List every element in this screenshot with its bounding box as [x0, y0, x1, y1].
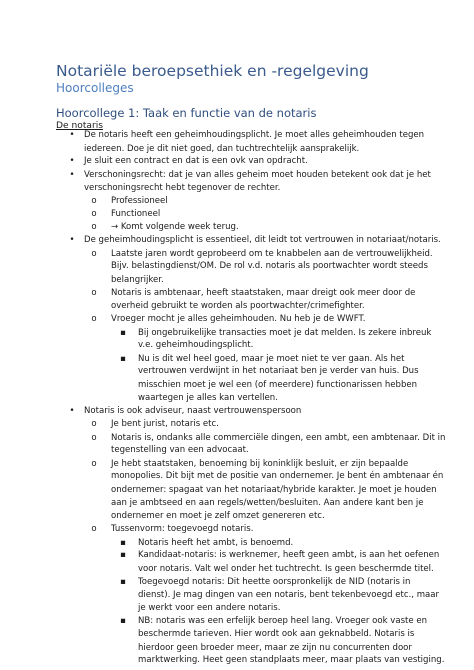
- body-line: monopolies. Dit bijt met de positie van ondernemer. Je bent én ambtenaar én: [111, 471, 444, 482]
- body-line: Functioneel: [111, 208, 161, 219]
- bullet-marker: o: [91, 196, 97, 207]
- body-line: Notaris is, ondanks alle commerciële dingen, een ambt, een ambtenaar. Dit in: [111, 432, 446, 443]
- bullet-marker: ▪: [120, 576, 126, 587]
- body-line: Notaris heeft het ambt, is benoemd.: [138, 537, 294, 548]
- bullet-marker: o: [91, 313, 97, 324]
- body-line: NB: notaris was een erfelijk beroep heel lang. Vroeger ook vaste en: [138, 616, 428, 627]
- bullet-marker: o: [91, 524, 97, 535]
- bullet-marker: o: [91, 248, 97, 259]
- body-line: misschien moet je wel een (of meerdere) functionarissen hebben: [138, 380, 418, 391]
- body-line: Notaris is ambtenaar, heeft staatstaken, maar dreigt ook meer door de: [111, 287, 416, 298]
- bullet-marker: o: [91, 418, 97, 429]
- body-line: hierdoor geen broeder meer, maar ze zijn nu concurrenten door: [138, 642, 412, 653]
- body-line: v.e. geheimhoudingsplicht.: [138, 340, 254, 351]
- bullet-marker: •: [69, 130, 75, 140]
- body-line: Laatste jaren wordt geprobeerd om te knabbelen aan de vertrouwelijkheid.: [111, 248, 433, 259]
- bullet-marker: ▪: [120, 537, 126, 548]
- body-line: Toegevoegd notaris: Dit heette oorspronkelijk de NID (notaris in: [138, 576, 411, 587]
- bullet-marker: •: [69, 406, 75, 417]
- bullet-marker: ▪: [120, 353, 126, 364]
- body-line: Je sluit een contract en dat is een ovk van opdracht.: [84, 156, 308, 167]
- body-line: → Komt volgende week terug.: [111, 222, 239, 233]
- body-line: overheid gebruikt te worden als poortwachter/crimefighter.: [111, 301, 365, 312]
- body-line: voor notaris. Valt wel onder het tuchtrecht. Is geen beschermde titel.: [138, 563, 434, 574]
- bullet-marker: o: [91, 432, 97, 443]
- body-line: beschermde tarieven. Hier wordt ook aan geknabbeld. Notaris is: [138, 629, 415, 640]
- body-line: Vroeger mocht je alles geheimhouden. Nu heb je de WWFT.: [111, 313, 366, 324]
- body-line: tegenstelling van een advocaat.: [111, 445, 249, 456]
- bullet-marker: o: [91, 208, 97, 219]
- bullet-marker: ▪: [120, 327, 126, 338]
- body-line: verschoningsrecht hebt tegenover de rechter.: [84, 182, 281, 193]
- body-line: Verschoningsrecht: dat je van alles geheim moet houden betekent ook dat je het: [84, 169, 431, 180]
- bullet-marker: ▪: [120, 616, 126, 627]
- body-line: Kandidaat-notaris: is werknemer, heeft geen ambt, is aan het oefenen: [138, 550, 440, 561]
- bullet-marker: o: [91, 458, 97, 469]
- body-line: iedereen. Doe je dit niet goed, dan tuchtrechtelijk aansprakelijk.: [84, 143, 360, 154]
- body-line: Professioneel: [111, 196, 168, 207]
- body-line: ondernemer: spagaat van het notariaat/hybride karakter. Je moet je houden: [111, 485, 437, 496]
- body-line: De notaris heeft een geheimhoudingsplicht. Je moet alles geheimhouden tegen: [84, 130, 425, 140]
- bullet-marker: o: [91, 287, 97, 298]
- body-line: De geheimhoudingsplicht is essentieel, dit leidt tot vertrouwen in notariaat/notaris.: [84, 235, 441, 246]
- bullet-marker: o: [91, 222, 97, 233]
- lecture-heading: Hoorcollege 1: Taak en functie van de notaris: [56, 106, 317, 120]
- bullet-marker: •: [69, 169, 75, 180]
- section-label: De notaris: [56, 120, 103, 131]
- body-line: dienst). Je mag dingen van een notaris, bent tekenbevoegd etc., maar: [138, 590, 440, 601]
- body-line: Notaris is ook adviseur, naast vertrouwenspersoon: [84, 406, 302, 417]
- body-line: marktwerking. Heet geen standplaats meer, maar plaats van vestiging.: [138, 655, 445, 666]
- body-line: Je hebt staatstaken, benoeming bij koninklijk besluit, er zijn bepaalde: [111, 458, 409, 469]
- body-line: waartegen je alles kan vertellen.: [138, 392, 278, 403]
- body-line: Bijv. belastingdienst/OM. De rol v.d. notaris als poortwachter wordt steeds: [111, 261, 428, 272]
- body-line: je werkt voor een andere notaris.: [138, 602, 281, 613]
- body-line: ondernemer en moet je zelf omzet genereren etc.: [111, 511, 325, 522]
- bullet-marker: ▪: [120, 550, 126, 561]
- body-line: Nu is dit wel heel goed, maar je moet niet te ver gaan. Als het: [138, 353, 405, 364]
- document-title: Notariële beroepsethiek en -regelgeving: [56, 62, 369, 80]
- body-line: Bij ongebruikelijke transacties moet je dat melden. Is zekere inbreuk: [138, 327, 432, 338]
- body-line: belangrijker.: [111, 274, 164, 285]
- bullet-marker: •: [69, 235, 75, 246]
- body-line: Tussenvorm: toegevoegd notaris.: [111, 524, 254, 535]
- bullet-marker: •: [69, 156, 75, 167]
- body-line: vertrouwen verdwijnt in het notariaat ben je verder van huis. Dus: [138, 366, 419, 377]
- body-line: aan je ambtseed en aan regels/wetten/besluiten. Aan andere kant ben je: [111, 497, 424, 508]
- body-line: Je bent jurist, notaris etc.: [111, 418, 219, 429]
- document-subtitle: Hoorcolleges: [56, 81, 134, 95]
